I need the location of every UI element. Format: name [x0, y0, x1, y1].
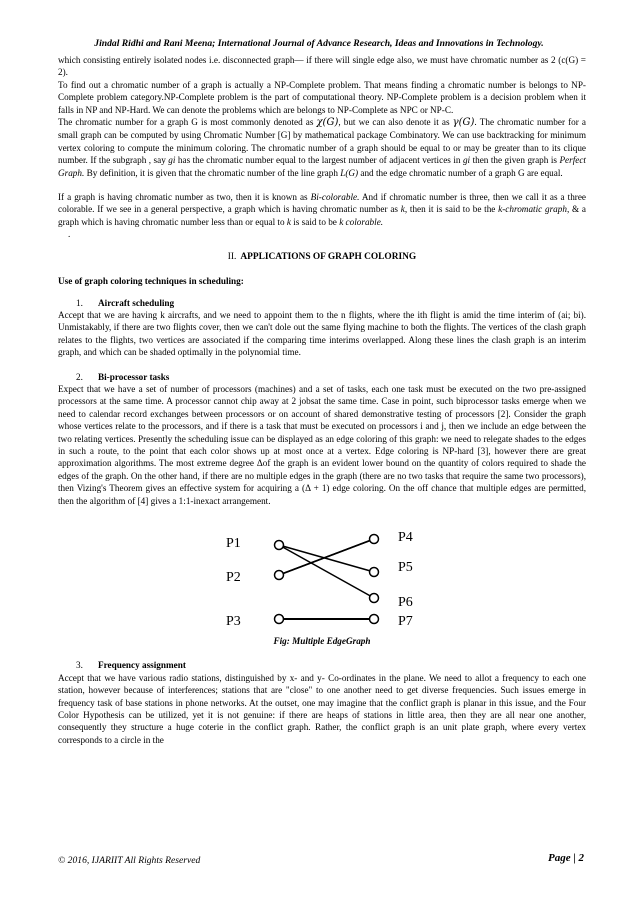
- paragraph: Expect that we have a set of number of processors (machines) and a set of tasks, each one task must be executed on the two pre-assigned processors at the same time. A processor cannot chip away at 2 jobsat the same time. Case in point, such biprocessor tasks emerge when we need to calendar record exchanges between processors or on account of shared demonstrative testing of processors [2]. Consider the graph whose vertices relate to the processors, and if there is a task that must be executed on processors i and j, then we include an edge between the two relating vertices. Presently the scheduling issue can be displayed as an edge coloring of this graph: we need to relegate shades to the edges in such a route, to the point that each color shows up at most once at a vertex. Edge coloring is NP-hard [3], however there are great approximation algorithms. The most extreme degree Δof the graph is an evident lower bound on the quantity of colors required to shade the edges of the graph. On the other hand, if there are no multiple edges in the graph (there are no two tasks that require the same two processors), then Vizing's Theorem gives an effective system for acquiring a (Δ + 1) edge coloring. On the off chance that multiple edges are permitted, then the algorithm of [4] gives a 1:1-inexact arrangement.: [58, 383, 586, 506]
- text-run: If a graph is having chromatic number as two, then it is known as: [58, 192, 311, 203]
- text-run: then the given graph is: [470, 155, 560, 166]
- journal-header: Jindal Ridhi and Rani Meena; International Journal of Advance Research, Ideas and Innovations in Technology.: [94, 38, 544, 49]
- text-run: , & a graph which is having chromatic number less than or equal to: [58, 204, 587, 227]
- copyright-footer: © 2016, IJARIIT All Rights Reserved: [58, 855, 201, 866]
- node-label-p1: P1: [226, 536, 241, 551]
- node-label-p4: P4: [398, 530, 413, 545]
- node-label-p6: P6: [398, 595, 413, 610]
- text-run: , then it is said to be the: [404, 204, 499, 215]
- item-heading: [76, 371, 586, 383]
- item-title: Aircraft scheduling: [98, 297, 175, 308]
- emphasis: Perfect Graph.: [58, 155, 586, 178]
- vertex-p6: [370, 594, 379, 603]
- text-run: , but we can also denote it as: [338, 117, 453, 128]
- vertex-p7: [370, 615, 379, 624]
- math-var: gi: [168, 155, 176, 166]
- node-label-p2: P2: [226, 570, 241, 585]
- paragraph: Accept that we are having k aircrafts, and we need to appoint them to the n flights, where the ith flight is amid the time interim of (ai; bi). Unmistakably, if there are two flights cover, then we can't dole out the same flying machine to both the flights. The vertices of the clash graph relates to the flights, two vertices are associated if the comparing time interims overlapped. Along these lines the clash graph is an interim graph, and which can be shaded optimally in the polynomial time.: [58, 309, 586, 358]
- graph-svg: [58, 515, 586, 635]
- vertex-p5: [370, 568, 379, 577]
- gamma-symbol: γ(G): [452, 117, 475, 129]
- section-heading: [58, 251, 586, 263]
- edge: [279, 545, 374, 598]
- vertex-p2: [275, 571, 284, 580]
- chi-symbol: χ(G): [316, 117, 339, 129]
- stray-dot: .: [68, 229, 71, 240]
- page-number: Page | 2: [547, 852, 584, 864]
- math-var: k: [400, 204, 405, 215]
- text-run: is said to be: [290, 216, 340, 227]
- text-run: And if chromatic number is three, then we call it as a three colorable. If we see in a general perspective, a graph which is having chromatic number as: [58, 192, 587, 215]
- math-var: k: [286, 216, 291, 227]
- vertex-p1: [275, 541, 284, 550]
- item-title: Frequency assignment: [98, 660, 186, 671]
- emphasis: k colorable.: [339, 216, 384, 227]
- item-number: 3.: [76, 660, 83, 671]
- node-label-p5: P5: [398, 560, 413, 575]
- article-body: [58, 54, 586, 746]
- section-title: APPLICATIONS OF GRAPH COLORING: [240, 251, 417, 262]
- text-run: By definition, it is given that the chromatic number of the line graph: [84, 167, 341, 178]
- paragraph: [58, 116, 586, 179]
- figure-caption: Fig: Multiple EdgeGraph: [273, 636, 371, 646]
- emphasis: Bi-colorable.: [310, 192, 360, 203]
- multiple-edge-graph-figure: [58, 515, 586, 635]
- item-heading: [76, 659, 586, 671]
- node-label-p3: P3: [226, 614, 241, 629]
- vertex-p3: [275, 615, 284, 624]
- math-var: gi: [462, 155, 471, 166]
- section-number: II.: [227, 251, 237, 262]
- subheading: Use of graph coloring techniques in scheduling:: [58, 276, 244, 287]
- item-number: 2.: [76, 371, 83, 382]
- paragraph: To find out a chromatic number of a graph is actually a NP-Complete problem. That means finding a chromatic number is belongs to NP-Complete problem category.NP-Complete problem is the part of computational theory. NP-Complete problem is a decision problem when it falls in NP and NP-Hard. We can denote the problems which are belongs to NP-Complete as NPC or NP-C.: [58, 79, 586, 115]
- item-title: Bi-processor tasks: [98, 371, 170, 382]
- emphasis: k-chromatic graph: [498, 204, 567, 215]
- edge: [279, 539, 374, 575]
- paragraph: Accept that we have various radio stations, distinguished by x- and y- Co-ordinates in the plane. We need to allot a frequency to each one station, however because of interferences; stations that are "close" to one another need to get diverse frequencies. Such issues emerge in frequency task of base stations in phone networks. At the outset, one may imagine that the conflict graph is planar in this issue, and the Four Color Hypothesis can be utilized, yet it is not genuine: if there are heaps of stations in little area, then they are all near one another, consequently they structure a huge coterie in the conflict graph. Rather, the conflict graph is an unit plate graph, where every vertex corresponds to a circle in the: [58, 672, 586, 745]
- paragraph: [58, 191, 586, 228]
- text-run: . The chromatic number for a small graph can be computed by using Chromatic Number [G] by mathematical package Combinatory. We can use backtracking for minimum vertex coloring to compute the minimum coloring. The chromatic number of a graph should be equal to or may be greater than to its clique number. If the subgraph , say: [58, 117, 586, 166]
- edge: [279, 545, 374, 572]
- item-heading: [76, 297, 586, 309]
- vertex-p4: [370, 535, 379, 544]
- item-number: 1.: [76, 297, 83, 308]
- text-run: The chromatic number for a graph G is most commonly denoted as: [58, 117, 317, 128]
- text-run: has the chromatic number equal to the largest number of adjacent vertices in: [175, 155, 463, 166]
- math-var: L(G): [340, 167, 359, 178]
- text-run: and the edge chromatic number of a graph G are equal.: [358, 167, 563, 178]
- paragraph: which consisting entirely isolated nodes i.e. disconnected graph— if there will single edge also, we must have chromatic number as 2 (c(G) = 2).: [58, 55, 586, 78]
- node-label-p7: P7: [398, 614, 413, 629]
